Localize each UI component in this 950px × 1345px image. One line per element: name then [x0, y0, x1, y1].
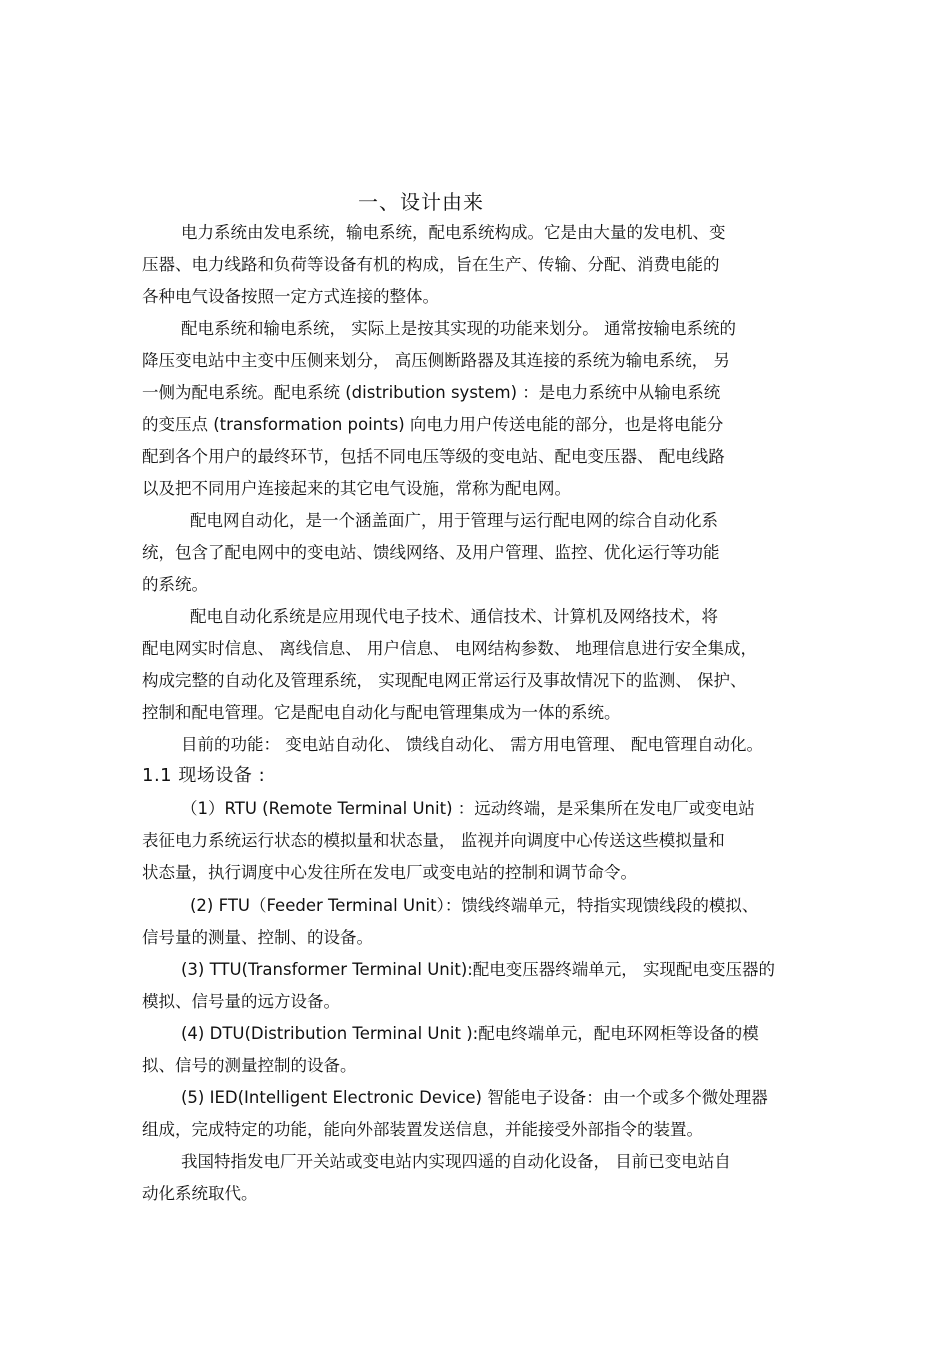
paragraph-line: 我国特指发电厂开关站或变电站内实现四遥的自动化设备， 目前已变电站自 — [181, 1152, 731, 1171]
paragraph-line: 模拟、信号量的远方设备。 — [142, 992, 340, 1011]
paragraph-line: 组成，完成特定的功能，能向外部装置发送信息，并能接受外部指令的装置。 — [142, 1120, 703, 1139]
paragraph-line: 以及把不同用户连接起来的其它电气设施，常称为配电网。 — [142, 479, 571, 498]
paragraph-line: 动化系统取代。 — [142, 1184, 258, 1203]
paragraph-line: 配到各个用户的最终环节，包括不同电压等级的变电站、配电变压器、 配电线路 — [142, 447, 725, 466]
section-title: 一、设计由来 — [358, 190, 484, 214]
paragraph-line: (5) IED(Intelligent Electronic Device) 智能电子设备：由一个或多个微处理器 — [181, 1088, 768, 1107]
paragraph-line: 目前的功能： 变电站自动化、 馈线自动化、 需方用电管理、 配电管理自动化。 — [181, 735, 763, 754]
paragraph-line: 一侧为配电系统。配电系统 (distribution system) ：是电力系统中从输电系统 — [142, 383, 721, 402]
paragraph-line: 状态量，执行调度中心发往所在发电厂或变电站的控制和调节命令。 — [142, 863, 637, 882]
paragraph-line: (2) FTU（Feeder Terminal Unit）：馈线终端单元，特指实现馈线段的模拟、 — [190, 896, 759, 915]
paragraph-line: 统，包含了配电网中的变电站、馈线网络、及用户管理、监控、优化运行等功能 — [142, 543, 720, 562]
paragraph-line: （1）RTU (Remote Terminal Unit) ：远动终端，是采集所在发电厂或变电站 — [181, 799, 755, 818]
paragraph-line: (3) TTU(Transformer Terminal Unit):配电变压器终端单元， 实现配电变压器的 — [181, 960, 776, 979]
paragraph-line: 各种电气设备按照一定方式连接的整体。 — [142, 287, 439, 306]
paragraph-line: 配电自动化系统是应用现代电子技术、通信技术、计算机及网络技术，将 — [190, 607, 718, 626]
paragraph-line: (4) DTU(Distribution Terminal Unit ):配电终端单元，配电环网柜等设备的模 — [181, 1024, 759, 1043]
paragraph-line: 构成完整的自动化及管理系统， 实现配电网正常运行及事故情况下的监测、 保护、 — [142, 671, 747, 690]
paragraph-line: 控制和配电管理。它是配电自动化与配电管理集成为一体的系统。 — [142, 703, 621, 722]
paragraph-line: 表征电力系统运行状态的模拟量和状态量， 监视并向调度中心传送这些模拟量和 — [142, 831, 725, 850]
paragraph-line: 电力系统由发电系统，输电系统，配电系统构成。它是由大量的发电机、变 — [181, 223, 726, 242]
paragraph-line: 配电网自动化，是一个涵盖面广，用于管理与运行配电网的综合自动化系 — [190, 511, 718, 530]
paragraph-line: 信号量的测量、控制、的设备。 — [142, 928, 373, 947]
paragraph-line: 压器、电力线路和负荷等设备有机的构成，旨在生产、传输、分配、消费电能的 — [142, 255, 720, 274]
paragraph-line: 的系统。 — [142, 575, 208, 594]
paragraph-line: 配电系统和输电系统， 实际上是按其实现的功能来划分。 通常按输电系统的 — [181, 319, 736, 338]
subsection-heading: 1.1 现场设备 : — [142, 765, 266, 786]
paragraph-line: 降压变电站中主变中压侧来划分， 高压侧断路器及其连接的系统为输电系统， 另 — [142, 351, 730, 370]
paragraph-line: 拟、信号的测量控制的设备。 — [142, 1056, 357, 1075]
paragraph-line: 的变压点 (transformation points) 向电力用户传送电能的部分，也是将电能分 — [142, 415, 724, 434]
paragraph-line: 配电网实时信息、 离线信息、 用户信息、 电网结构参数、 地理信息进行安全集成， — [142, 639, 757, 658]
